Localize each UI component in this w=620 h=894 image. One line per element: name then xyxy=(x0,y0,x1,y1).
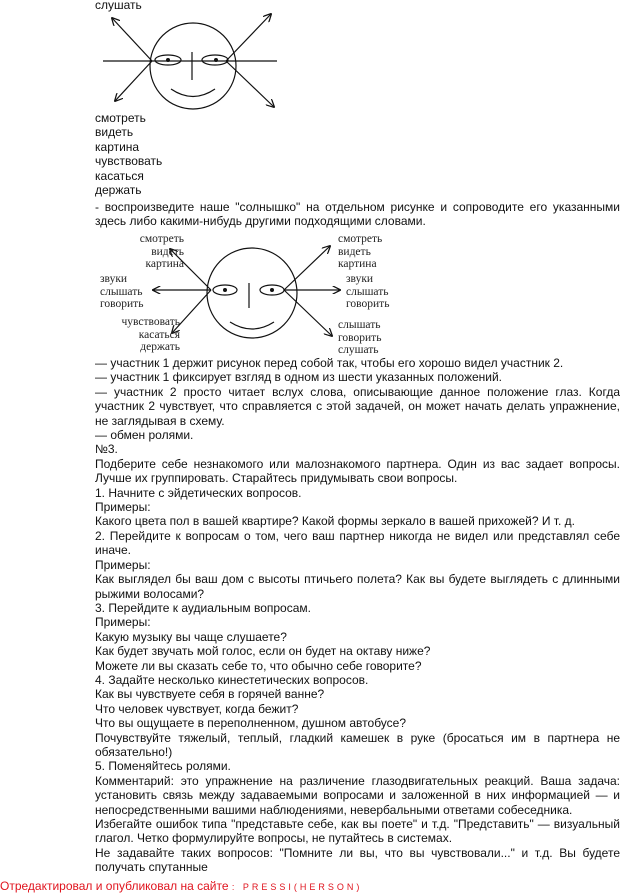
paragraph: — участник 1 фиксирует взгляд в одном из шести указанных положений. xyxy=(95,370,503,385)
label: говорить xyxy=(100,298,144,310)
label: звуки xyxy=(100,273,128,285)
label: касаться xyxy=(138,328,180,341)
label: говорить xyxy=(346,298,390,310)
label: картина xyxy=(95,139,140,154)
paragraph: 3. Перейдите к аудиальным вопросам. xyxy=(95,600,311,615)
paragraph: Не задавайте таких вопросов: "Помните ли вы, что вы чувствовали..." и т.д. Вы будете получать спутанные xyxy=(95,845,620,875)
label: картина xyxy=(338,258,377,270)
label: касаться xyxy=(95,168,144,183)
label: говорить xyxy=(338,331,382,344)
label: смотреть xyxy=(338,233,383,245)
paragraph: Как будет звучать мой голос, если он будет на октаву ниже? xyxy=(95,644,431,659)
paragraph: 4. Задайте несколько кинестетических вопросов. xyxy=(95,672,369,687)
label: держать xyxy=(95,183,142,198)
label: видеть xyxy=(95,125,134,140)
label: видеть xyxy=(151,245,184,258)
diagram1-top-label: слушать xyxy=(95,0,142,12)
body-text xyxy=(95,356,620,875)
d2-bottom-right xyxy=(338,319,381,357)
label: картина xyxy=(145,258,184,270)
paragraph: Подберите себе незнакомого или малознакомого партнера. Один из вас задает вопросы. Лучше их группировать. Старайтесь придумывать свои вопросы. xyxy=(95,456,620,486)
diagram1-labels xyxy=(95,111,162,197)
label: смотреть xyxy=(95,111,146,125)
label: слышать xyxy=(100,285,143,298)
label: чувствовать xyxy=(121,316,180,328)
paragraph: 2. Перейдите к вопросам о том, чего ваш партнер никогда не видел или представлял себе иначе. xyxy=(95,528,620,558)
footer xyxy=(0,879,362,894)
instruction: - воспроизведите наше "солнышко" на отдельном рисунке и сопроводите его указанными здесь либо какими-нибудь другими подходящими словами. xyxy=(95,200,620,229)
paragraph: Как выглядел бы ваш дом с высоты птичьего полета? Как вы будете выглядеть с длинными рыжими волосами? xyxy=(95,572,620,601)
paragraph: Что человек чувствует, когда бежит? xyxy=(95,701,299,716)
d2-mid-right xyxy=(346,273,389,311)
paragraph: Почувствуйте тяжелый, теплый, гладкий камешек в руке (бросаться им в партнера не обязательно!) xyxy=(95,730,620,759)
paragraph: Можете ли вы сказать себе то, что обычно себе говорите? xyxy=(95,658,422,673)
paragraph: Как вы чувствуете себя в горячей ванне? xyxy=(95,687,325,702)
paragraph: Примеры: xyxy=(95,500,151,515)
paragraph: — участник 1 держит рисунок перед собой так, чтобы его хорошо видел участник 2. xyxy=(95,356,564,370)
d2-mid-left xyxy=(100,273,143,311)
paragraph: Примеры: xyxy=(95,557,151,572)
paragraph: Что вы ощущаете в переполненном, душном автобусе? xyxy=(95,716,407,731)
label: звуки xyxy=(346,273,374,285)
footer-text: Отредактировал и опубликовал на сайте xyxy=(0,879,229,893)
paragraph: Избегайте ошибок типа "представьте себе, как вы поете" и т.д. "Представить" — визуальный глагол. Четко формулируйте вопросы, не путайтесь в системах. xyxy=(95,817,620,846)
paragraph: Примеры: xyxy=(95,615,151,630)
paragraph: Комментарий: это упражнение на различение глазодвигательных реакций. Ваша задача: установить связь между задаваемыми вопросами и заложенной в них информацией — и непосредственными вашими наблюдениями, невербальными ответами собеседника. xyxy=(95,773,620,817)
label: слышать xyxy=(338,319,381,331)
label: держать xyxy=(140,341,180,353)
paragraph: — участник 2 просто читает вслух слова, описывающие данное положение глаз. Когда участник 2 чувствует, что справляется с этой задачей, он может начать делать упражнение, не заглядывая в схему. xyxy=(95,384,620,428)
paragraph: — обмен ролями. xyxy=(95,428,194,443)
footer-site-link[interactable]: : PRESSI(HERSON) xyxy=(231,882,363,892)
paragraph: №3. xyxy=(95,442,118,457)
label: видеть xyxy=(338,245,371,258)
paragraph: 1. Начните с эйдетических вопросов. xyxy=(95,485,302,500)
label: смотреть xyxy=(139,233,184,245)
label: слушать xyxy=(338,344,379,356)
paragraph: Какую музыку вы чаще слушаете? xyxy=(95,629,287,644)
label: слышать xyxy=(346,285,389,298)
paragraph: Какого цвета пол в вашей квартире? Какой формы зеркало в вашей прихожей? И т. д. xyxy=(95,514,575,529)
label: чувствовать xyxy=(95,154,163,169)
d2-top-right xyxy=(338,233,382,271)
d2-bottom-left xyxy=(100,316,180,354)
paragraph: 5. Поменяйтесь ролями. xyxy=(95,759,231,774)
d2-top-left xyxy=(124,233,184,271)
